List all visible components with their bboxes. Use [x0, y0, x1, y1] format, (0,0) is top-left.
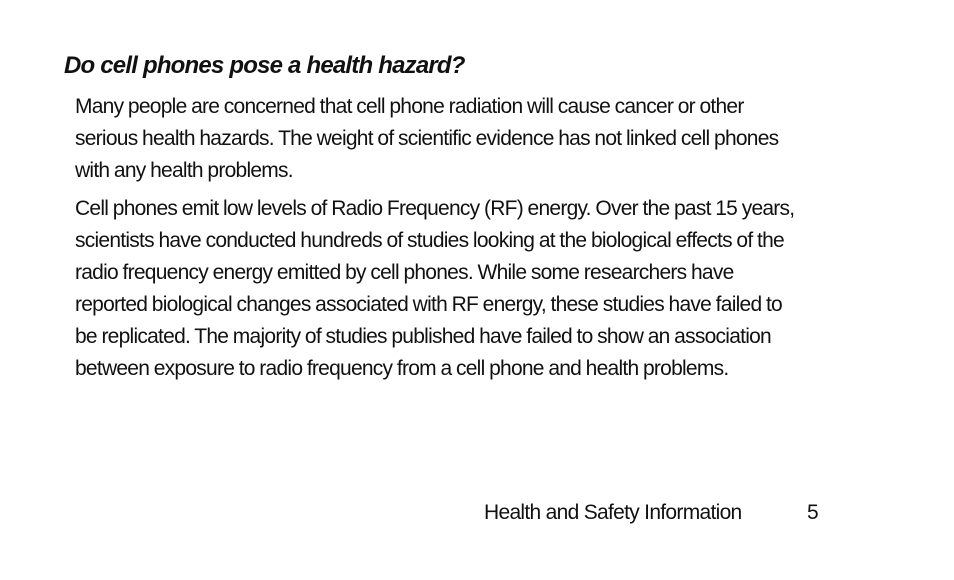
paragraph-line: Many people are concerned that cell phone radiation will cause cancer or other — [75, 95, 744, 118]
section-heading: Do cell phones pose a health hazard? — [64, 52, 465, 79]
paragraph-line: scientists have conducted hundreds of studies looking at the biological effects of the — [75, 229, 784, 252]
paragraph-2 — [75, 193, 875, 385]
paragraph-line: be replicated. The majority of studies published have failed to show an association — [75, 325, 771, 348]
paragraph-line: Cell phones emit low levels of Radio Frequency (RF) energy. Over the past 15 years, — [75, 197, 795, 220]
paragraph-line: between exposure to radio frequency from a cell phone and health problems. — [75, 357, 729, 380]
paragraph-line: serious health hazards. The weight of scientific evidence has not linked cell phones — [75, 127, 779, 150]
paragraph-line: radio frequency energy emitted by cell phones. While some researchers have — [75, 261, 734, 284]
footer-section-title: Health and Safety Information — [484, 501, 742, 524]
paragraph-1 — [75, 91, 875, 187]
paragraph-line: with any health problems. — [75, 159, 293, 182]
page-number: 5 — [807, 501, 819, 524]
paragraph-line: reported biological changes associated with RF energy, these studies have failed to — [75, 293, 782, 316]
